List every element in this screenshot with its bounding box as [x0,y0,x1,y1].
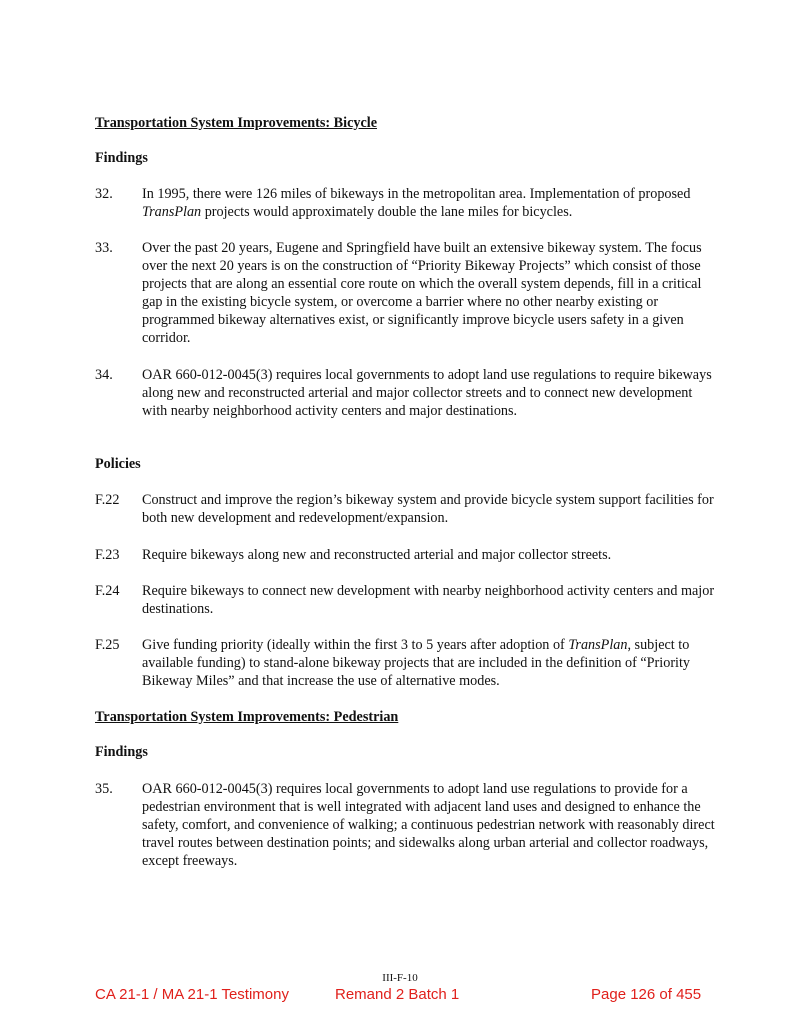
batch-stamp: Remand 2 Batch 1 [335,986,460,1003]
item-text: Give funding priority (ideally within the first 3 to 5 years after adoption of TransPlan, subject to available funding) to stand-alone bikeway projects that are included in the definition of “Priority Bikeway Miles” and that increase the use of alternative modes. [142,637,691,689]
item-number: 35. [95,781,113,797]
item-text: OAR 660-012-0045(3) requires local governments to adopt land use regulations to provide for a pedestrian environment that is well integrated with adjacent land uses and designed to enhance the safety, comfort, and convenience of walking; a continuous pedestrian network with reasonably direct travel routes between destination points; and sidewalks along urban arterial and collector roadways, except freeways. [142,781,715,869]
item-number: 33. [95,240,113,256]
item-number: F.25 [95,637,120,653]
page-number: III-F-10 [382,972,418,984]
policies-heading: Policies [95,456,141,472]
findings-heading: Findings [95,744,148,760]
item-text: In 1995, there were 126 miles of bikeways in the metropolitan area. Implementation of proposed TransPlan projects would approximately double the lane miles for bicycles. [142,186,691,220]
section-heading-bicycle: Transportation System Improvements: Bicycle [95,115,378,131]
finding-35 [95,780,715,870]
finding-33 [95,239,715,347]
testimony-stamp: CA 21-1 / MA 21-1 Testimony [95,986,289,1003]
item-text: Require bikeways along new and reconstructed arterial and major collector streets. [142,547,612,563]
item-number: 34. [95,367,113,383]
item-number: F.22 [95,492,120,508]
transplan-title: TransPlan [142,204,202,220]
item-text: Over the past 20 years, Eugene and Springfield have built an extensive bikeway system. The focus over the next 20 years is on the construction of “Priority Bikeway Projects” which consist of those projects that are along an essential core route on which the overall system depends, fill in a critical gap in the existing bicycle system, or overcome a barrier where no other nearby existing or programmed bikeway alternatives exist, or significantly improve bicycle users safety in a given corridor. [142,240,702,346]
item-number: 32. [95,186,113,202]
finding-34 [95,366,715,420]
findings-heading: Findings [95,150,148,166]
item-text: Construct and improve the region’s bikeway system and provide bicycle system support facilities for both new development and redevelopment/expansion. [142,492,714,526]
item-number: F.24 [95,583,120,599]
policy-f22 [95,491,715,527]
finding-32 [95,185,715,221]
item-number: F.23 [95,547,120,563]
section-heading-pedestrian: Transportation System Improvements: Pedestrian [95,709,399,725]
item-text: Require bikeways to connect new development with nearby neighborhood activity centers and major destinations. [142,583,715,617]
transplan-title: TransPlan [568,637,628,653]
policy-f23 [95,546,715,564]
policy-f25 [95,636,715,690]
page-count-stamp: Page 126 of 455 [591,986,702,1003]
item-text: OAR 660-012-0045(3) requires local governments to adopt land use regulations to require bikeways along new and reconstructed arterial and major collector streets and to connect new development with nearby neighborhood activity centers and major destinations. [142,367,712,419]
policy-f24 [95,582,715,618]
